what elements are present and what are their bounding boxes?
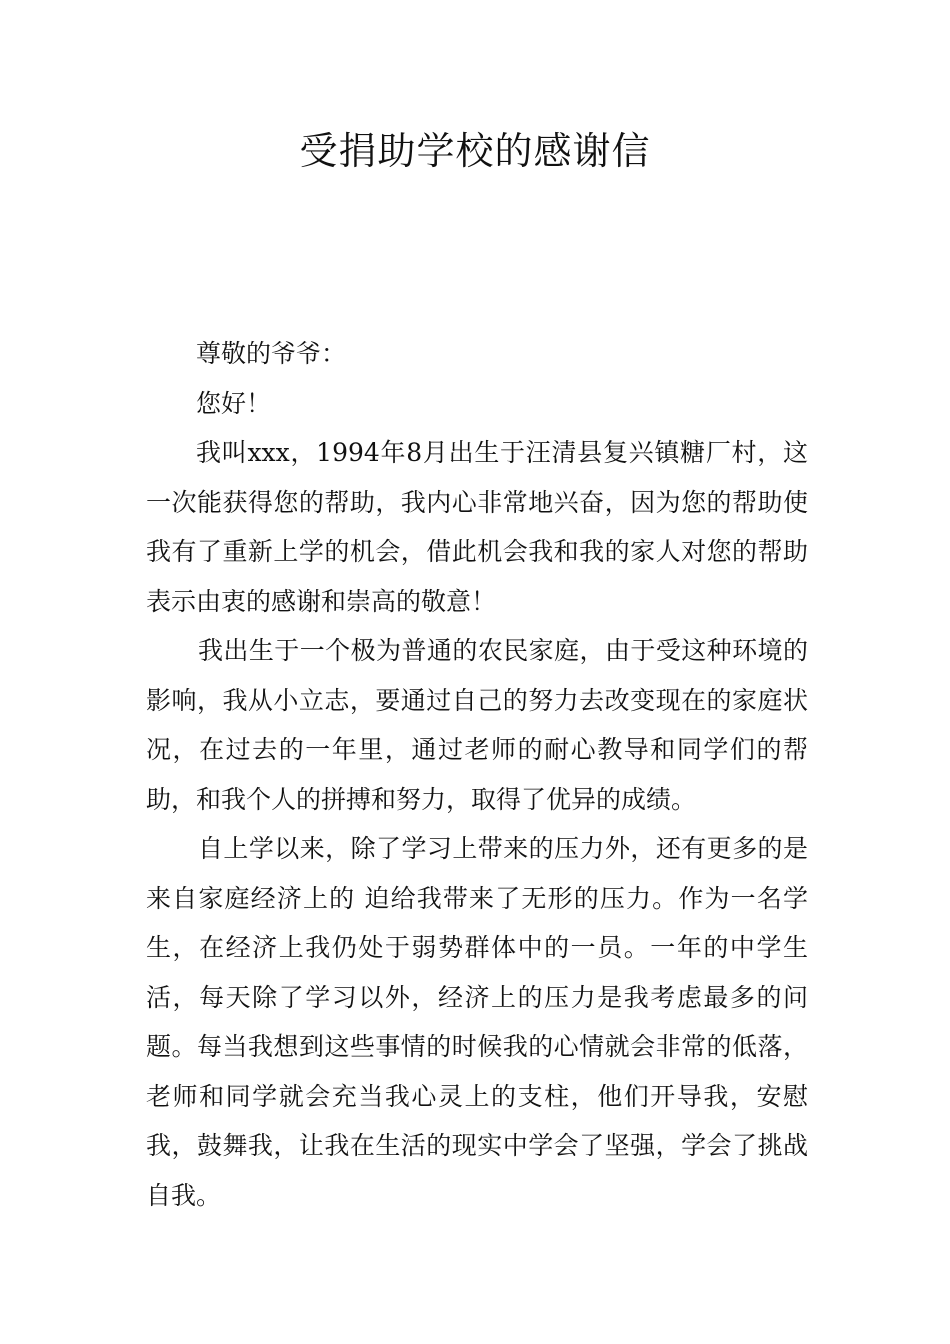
document-title: 受捐助学校的感谢信 [299, 129, 651, 173]
salutation: 尊敬的爷爷： [196, 339, 347, 368]
greeting: 您好！ [196, 388, 272, 418]
letter-body [146, 329, 808, 1220]
paragraph: 我叫xxx，1994年8月出生于汪清县复兴镇糖厂村，这一次能获得您的帮助，我内心非常地兴奋，因为您的帮助使我有了重新上学的机会，借此机会我和我的家人对您的帮助表示由衷的感谢和崇高的敬意！ [146, 438, 808, 616]
paragraph: 自上学以来，除了学习上带来的压力外，还有更多的是来自家庭经济上的 迫给我带来了无形的压力。作为一名学生，在经济上我仍处于弱势群体中的一员。一年的中学生活，每天除了学习以外，经济上的压力是我考虑最多的问题。每当我想到这些事情的时候我的心情就会非常的低落，老师和同学就会充当我心灵上的支柱，他们开导我，安慰我，鼓舞我，让我在生活的现实中学会了坚强，学会了挑战自我。 [146, 834, 808, 1210]
paragraph: 我出生于一个极为普通的农民家庭，由于受这种环境的影响，我从小立志，要通过自己的努力去改变现在的家庭状况，在过去的一年里，通过老师的耐心教导和同学们的帮助，和我个人的拼搏和努力，取得了优异的成绩。 [146, 636, 808, 814]
